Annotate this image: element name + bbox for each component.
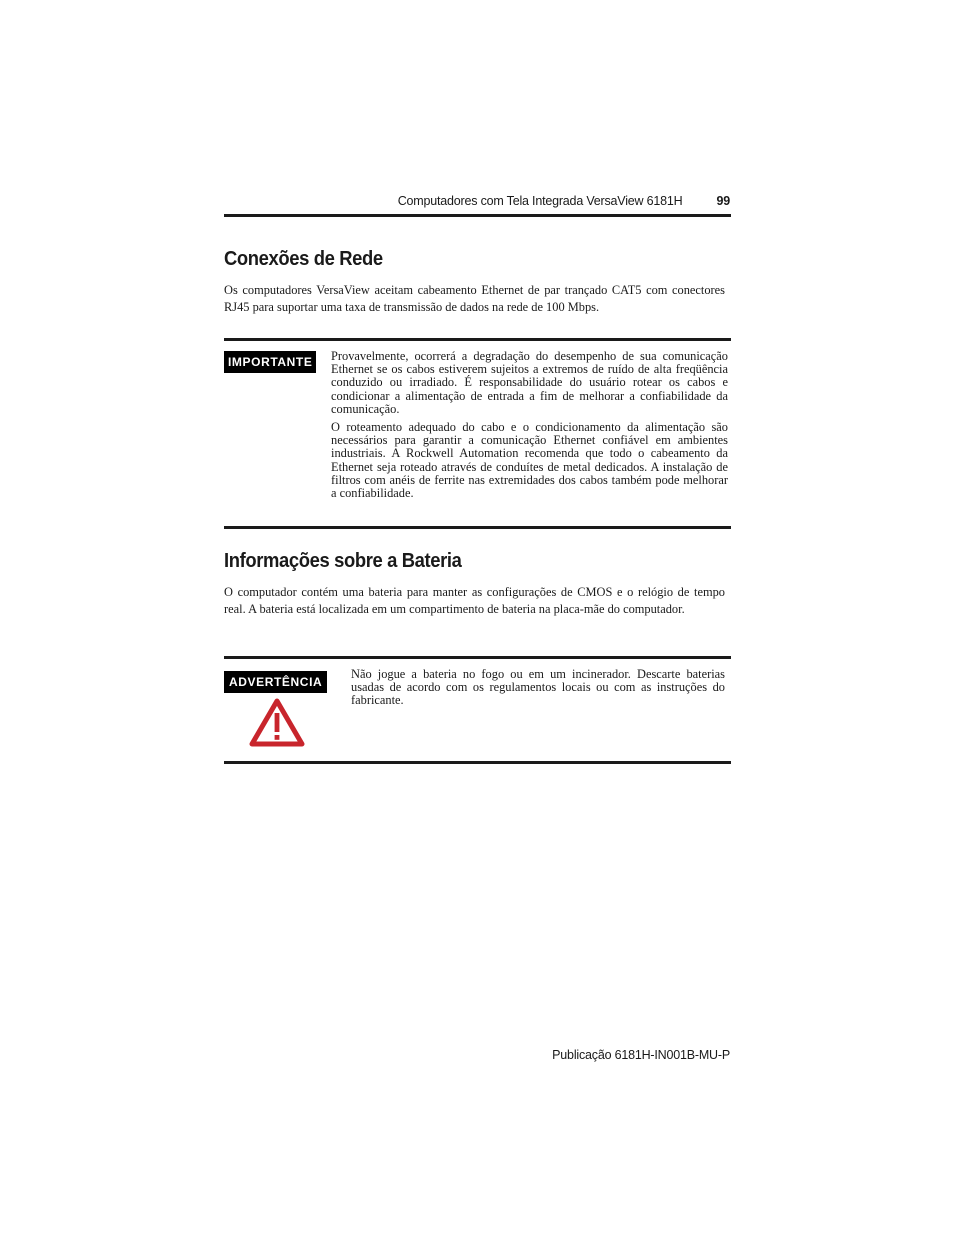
warning-rule-top: [224, 656, 731, 659]
section-heading-network: Conexões de Rede: [224, 248, 383, 270]
running-header: [224, 191, 730, 211]
important-rule-bottom: [224, 526, 731, 529]
important-rule-top: [224, 338, 731, 341]
important-paragraph-2: O roteamento adequado do cabo e o condicionamento da alimentação são necessários para garantir a comunicação Ethernet confiável em ambientes industriais. A Rockwell Automation recomenda que todo o cabeamento da Ethernet seja roteado através de conduítes de metal dedicados. A instalação de filtros com anéis de ferrite nas extremidades dos cabos também pode melhorar a confiabilidade.: [331, 420, 728, 501]
battery-paragraph: O computador contém uma bateria para manter as configurações de CMOS e o relógio de tempo real. A bateria está localizada em um compartimento de bateria na placa-mãe do computador.: [224, 585, 725, 616]
page-number: 99: [716, 194, 730, 208]
section-heading-battery: Informações sobre a Bateria: [224, 550, 462, 572]
warning-triangle-icon: [249, 698, 305, 748]
important-paragraph-1: Provavelmente, ocorrerá a degradação do desempenho de sua comunicação Ethernet se os cabos estiverem sujeitos a extremos de ruído de alta freqüência conduzido ou irradiado. É responsabilidade do usuário rotear os cabos e condicionar a alimentação de entrada a fim de melhorar a confiabilidade da comunicação.: [331, 349, 728, 416]
publication-number: Publicação 6181H-IN001B-MU-P: [552, 1048, 730, 1062]
warning-rule-bottom: [224, 761, 731, 764]
warning-text: Não jogue a bateria no fogo ou em um incinerador. Descarte baterias usadas de acordo com os regulamentos locais ou com as instruções do fabricante.: [351, 667, 725, 708]
network-paragraph: Os computadores VersaView aceitam cabeamento Ethernet de par trançado CAT5 com conectores RJ45 para suportar uma taxa de transmissão de dados na rede de 100 Mbps.: [224, 283, 725, 314]
header-rule: [224, 214, 731, 217]
warning-label: ADVERTÊNCIA: [224, 671, 327, 693]
running-header-title: Computadores com Tela Integrada VersaView 6181H: [397, 194, 683, 208]
important-label: IMPORTANTE: [224, 351, 316, 373]
